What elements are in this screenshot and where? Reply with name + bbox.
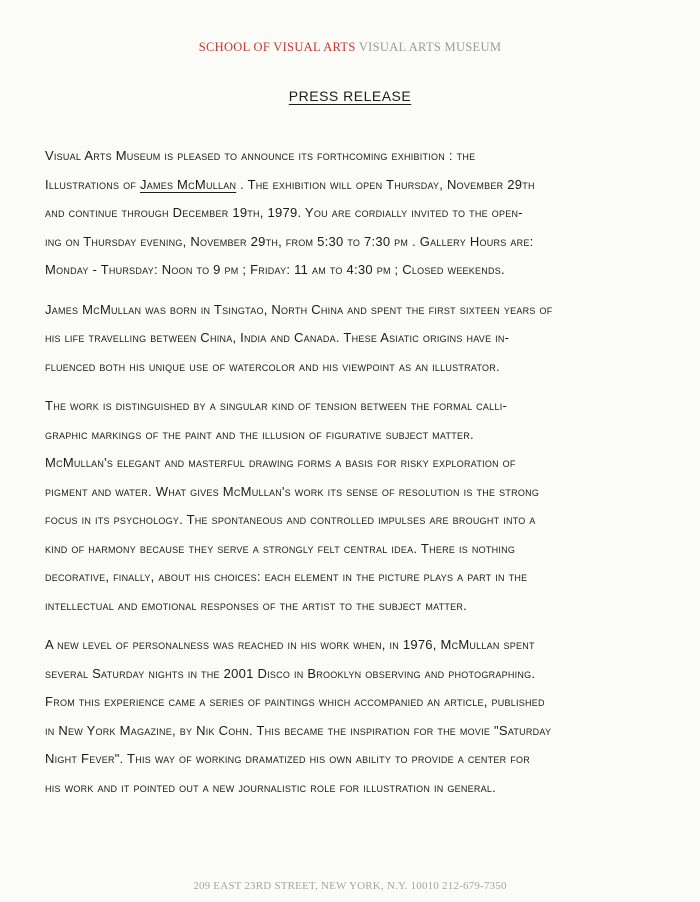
artist-name: James McMullan — [139, 176, 237, 192]
letterhead-museum: VISUAL ARTS MUSEUM — [358, 40, 502, 54]
letterhead — [0, 40, 700, 55]
text-line — [45, 171, 663, 200]
press-release-heading: PRESS RELEASE — [288, 88, 412, 104]
footer-address: 209 EAST 23RD STREET, NEW YORK, N.Y. 10010 212-679-7350 — [193, 880, 507, 892]
text-line: his life travelling between China, India and Canada. These Asiatic origins have in- — [45, 330, 510, 345]
text-line: pigment and water. What gives McMullan's work its sense of resolution is the strong — [45, 483, 540, 499]
letterhead-school: SCHOOL OF VISUAL ARTS — [198, 40, 356, 54]
text-line: ing on Thursday evening, November 29th, from 5:30 to 7:30 pm . Gallery Hours are: — [45, 233, 534, 249]
text-line: From this experience came a series of paintings which accompanied an article, published — [45, 694, 545, 709]
press-release-body — [45, 142, 663, 813]
text-line: McMullan's elegant and masterful drawing forms a basis for risky exploration of — [45, 455, 516, 470]
text-line: intellectual and emotional responses of the artist to the subject matter. — [45, 597, 468, 613]
text-line: Visual Arts Museum is pleased to announce its forthcoming exhibition : the — [45, 148, 476, 163]
text-line: kind of harmony because they serve a strongly felt central idea. There is nothing — [45, 540, 516, 556]
text-line: The work is distinguished by a singular kind of tension between the formal calli- — [45, 398, 508, 413]
text-line: his work and it pointed out a new journalistic role for illustration in general. — [45, 779, 496, 795]
text-line: graphic markings of the paint and the illusion of figurative subject matter. — [45, 426, 474, 442]
text-line: Night Fever". This way of working dramatized his own ability to provide a center for — [45, 751, 531, 766]
text-line: fluenced both his unique use of watercolor and his viewpoint as an illustrator. — [45, 358, 500, 374]
text-fragment: Illustrations of — [45, 176, 140, 192]
paragraph-2 — [45, 296, 663, 382]
paragraph-1 — [45, 142, 663, 285]
text-fragment: . The exhibition will open Thursday, November 29th — [236, 176, 535, 192]
text-line: Monday - Thursday: Noon to 9 pm ; Friday: 11 am to 4:30 pm ; Closed weekends. — [45, 262, 505, 277]
text-line: focus in its psychology. The spontaneous and controlled impulses are brought into a — [45, 512, 536, 527]
text-line: decorative, finally, about his choices: each element in the picture plays a part in the — [45, 569, 528, 584]
text-line: and continue through December 19th, 1979. You are cordially invited to the open- — [45, 205, 523, 220]
page-title — [0, 88, 700, 104]
text-line: A new level of personalness was reached in his work when, in 1976, McMullan spent — [45, 637, 535, 652]
text-line: in New York Magazine, by Nik Cohn. This became the inspiration for the movie "Saturday — [45, 722, 552, 738]
paragraph-3 — [45, 392, 663, 620]
text-line: several Saturday nights in the 2001 Disco in Brooklyn observing and photographing. — [45, 665, 536, 681]
text-line: James McMullan was born in Tsingtao, North China and spent the first sixteen years of — [45, 301, 553, 317]
paragraph-4 — [45, 631, 663, 802]
